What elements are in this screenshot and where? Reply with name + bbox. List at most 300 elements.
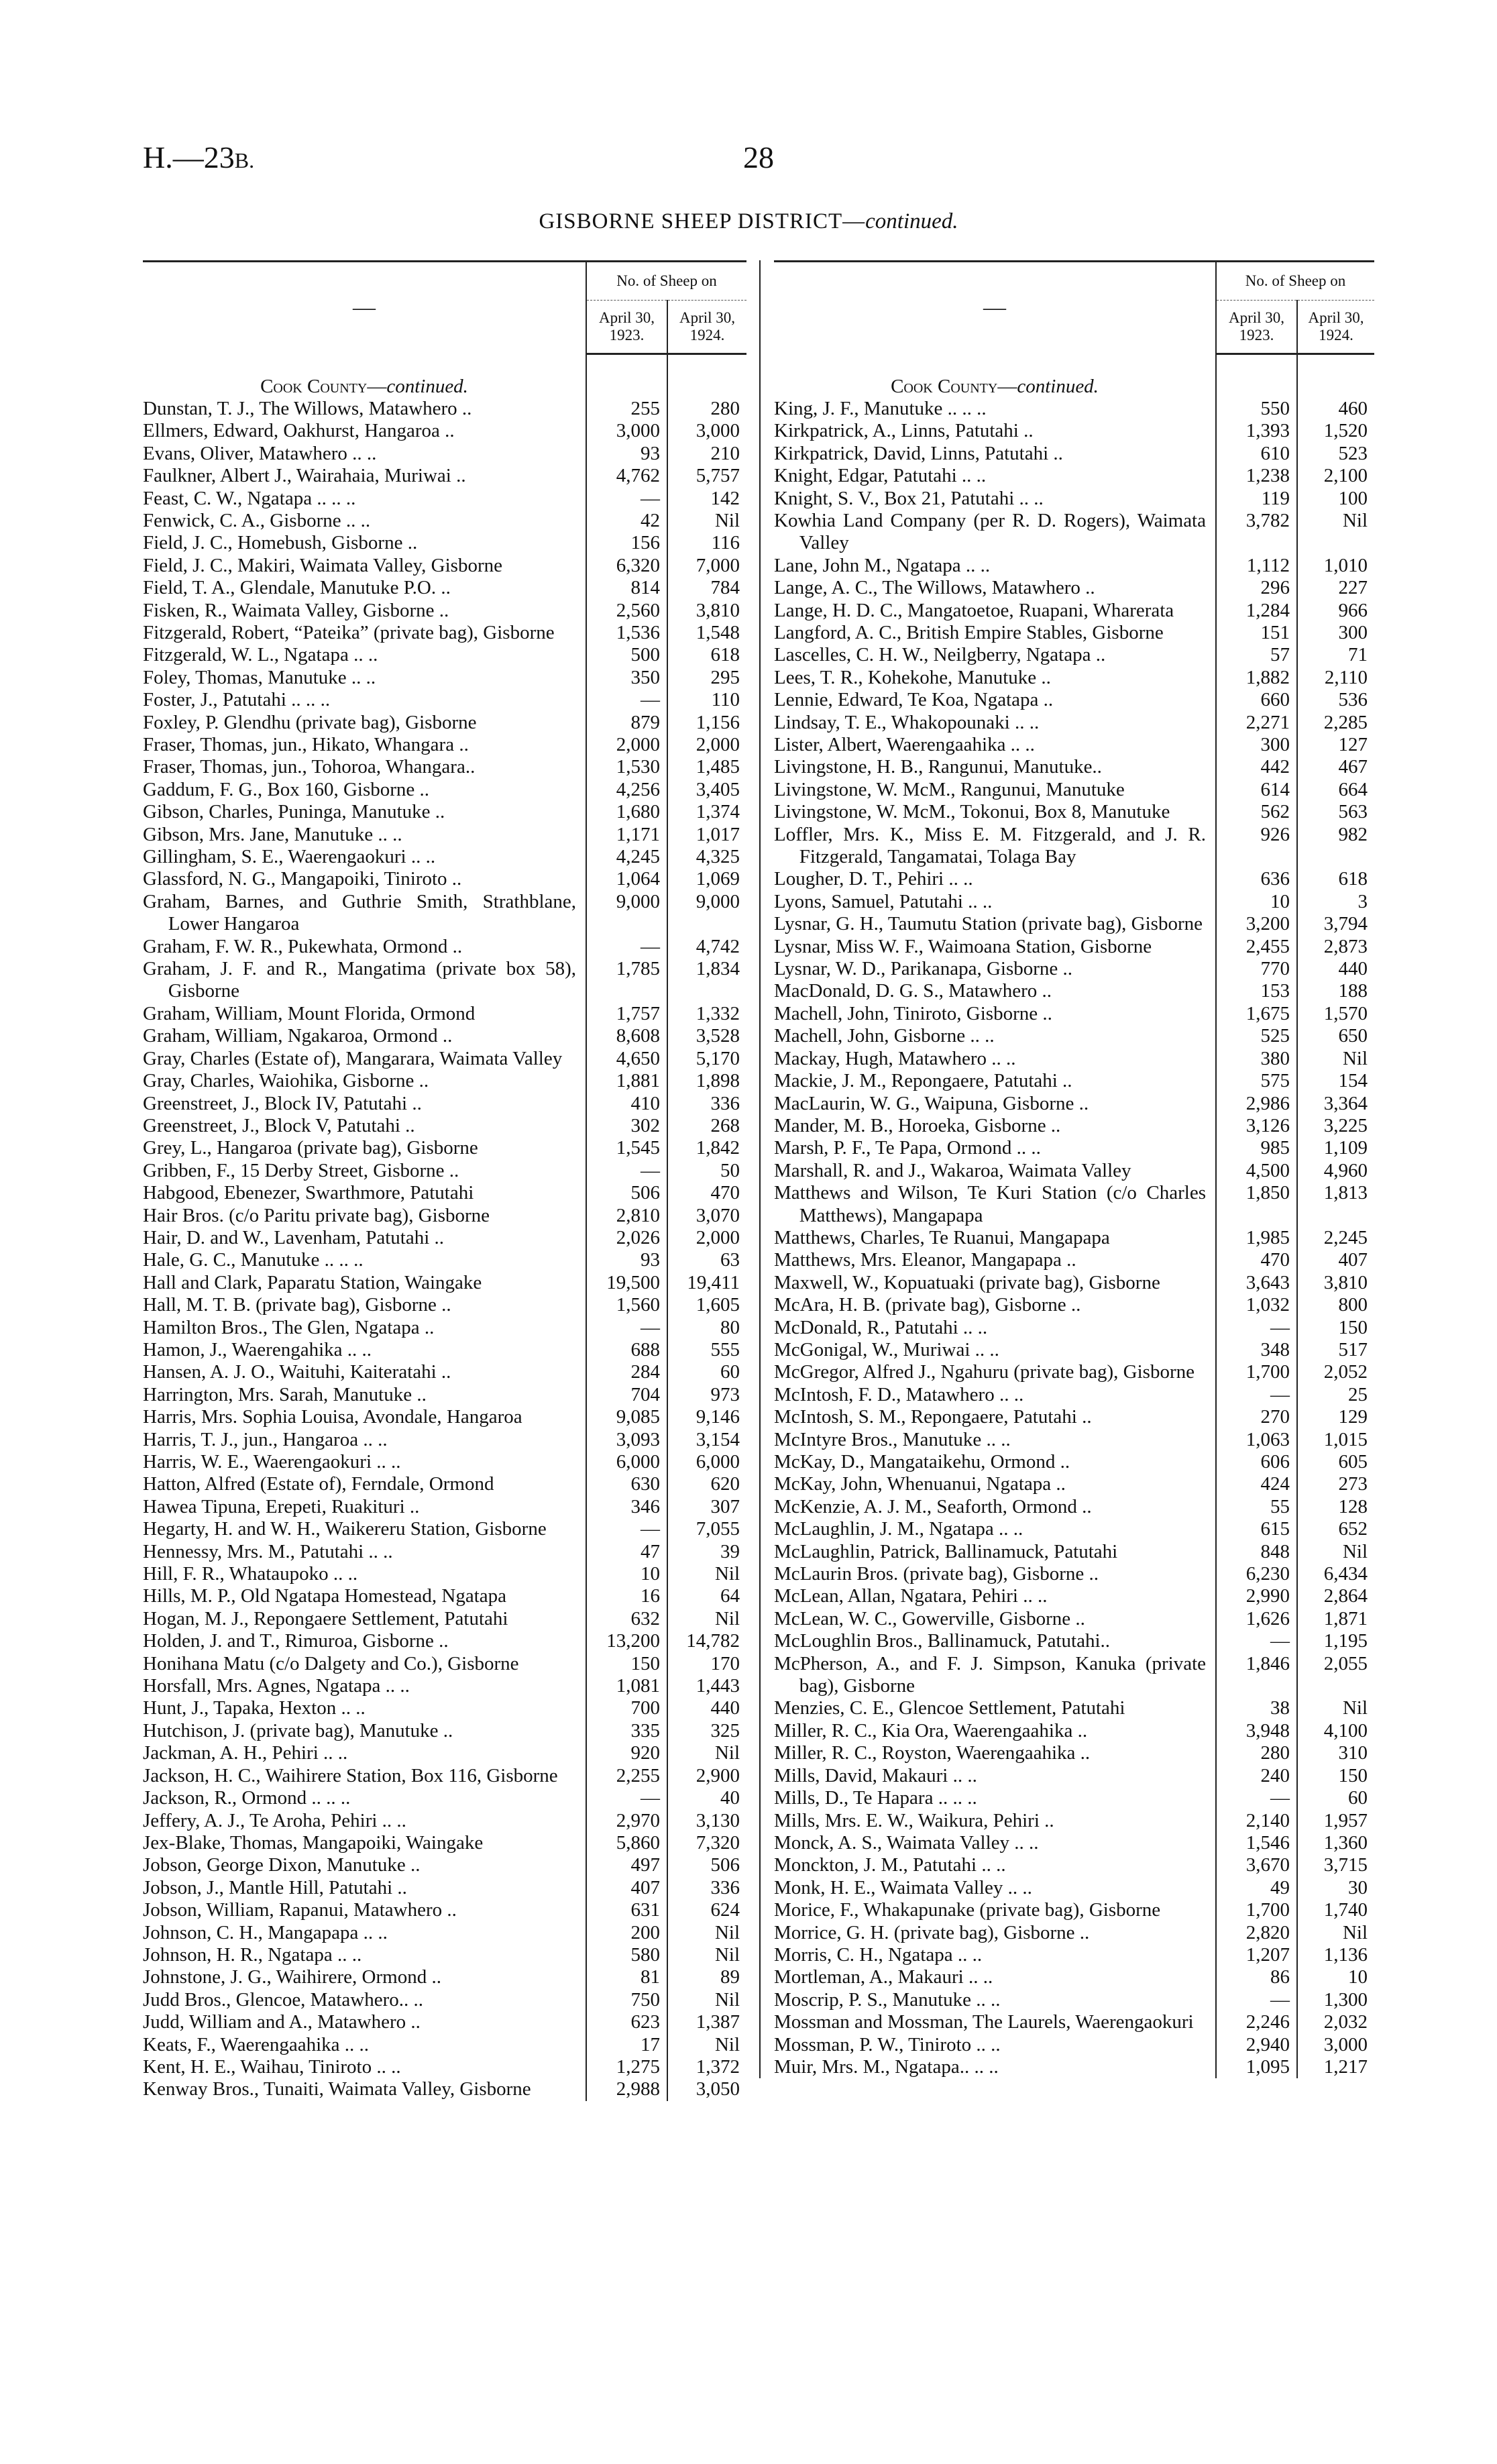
sheep-1923: 2,940: [1216, 2034, 1297, 2056]
table-row: [774, 622, 1374, 644]
sheep-1923: 1,064: [586, 868, 667, 890]
sheep-count-group-header: No. of Sheep on: [1216, 262, 1374, 301]
sheep-1924: 116: [667, 532, 746, 554]
sheep-1923: —: [1216, 1630, 1297, 1652]
sheep-1924: 973: [667, 1384, 746, 1406]
table-row: [143, 1160, 746, 1182]
owner-name-address: Miller, R. C., Kia Ora, Waerengaahika ..: [774, 1719, 1088, 1742]
sheep-1923: 1,757: [586, 1003, 667, 1025]
sheep-1924: 1,195: [1297, 1630, 1374, 1652]
sheep-1924: 4,325: [667, 846, 746, 868]
sheep-1924: 1,136: [1297, 1944, 1374, 1966]
sheep-1923: 1,675: [1216, 1003, 1297, 1025]
table-row: [143, 443, 746, 465]
sheep-1924: 1,374: [667, 801, 746, 823]
sheep-1923: 280: [1216, 1742, 1297, 1764]
owner-name-address: Lange, H. D. C., Mangatoetoe, Ruapani, Wharerata: [774, 599, 1174, 621]
table-row: [143, 689, 746, 711]
owner-name-address: Graham, William, Mount Florida, Ormond: [143, 1002, 476, 1024]
table-row: [143, 600, 746, 622]
table-row: [774, 398, 1374, 420]
owner-name-address: Mortleman, A., Makauri .. ..: [774, 1966, 993, 1988]
owner-name-address: Moscrip, P. S., Manutuke .. ..: [774, 1988, 1001, 2011]
sheep-1923: 610: [1216, 443, 1297, 465]
sheep-1923: 1,063: [1216, 1429, 1297, 1451]
title-continued: continued.: [865, 209, 958, 233]
sheep-1924: 624: [667, 1899, 746, 1921]
owner-name-address: Jackson, H. C., Waihirere Station, Box 116, Gisborne: [143, 1764, 558, 1786]
table-row: [143, 1317, 746, 1339]
owner-name-address: Foxley, P. Glendhu (private bag), Gisborne: [143, 711, 477, 733]
owner-name-address: Mills, David, Makauri .. ..: [774, 1764, 977, 1786]
sheep-1923: —: [1216, 1787, 1297, 1809]
sheep-1923: 920: [586, 1742, 667, 1764]
table-row: [143, 1406, 746, 1428]
sheep-1924: 1,898: [667, 1070, 746, 1092]
owner-name-address: McLaughlin, Patrick, Ballinamuck, Patutahi: [774, 1540, 1118, 1562]
sheep-1924: 3,528: [667, 1025, 746, 1047]
sheep-1923: 42: [586, 510, 667, 532]
sheep-1923: 150: [586, 1653, 667, 1675]
page-title: [0, 209, 1497, 234]
sheep-1923: —: [586, 1317, 667, 1339]
owner-name-address: McKenzie, A. J. M., Seaforth, Ormond ..: [774, 1495, 1092, 1517]
sheep-1923: 704: [586, 1384, 667, 1406]
sheep-1924: 1,834: [667, 958, 746, 1003]
owner-name-address: Lascelles, C. H. W., Neilgberry, Ngatapa ..: [774, 644, 1106, 666]
sheep-1923: 506: [586, 1182, 667, 1204]
owner-name-address: Fitzgerald, W. L., Ngatapa .. ..: [143, 644, 378, 666]
table-row: [774, 1989, 1374, 2011]
table-row: [774, 1810, 1374, 1832]
table-row: [774, 667, 1374, 689]
owner-name-address: Lindsay, T. E., Whakopounaki .. ..: [774, 711, 1040, 733]
sheep-1924: 2,000: [667, 1227, 746, 1249]
owner-name-address: Loffler, Mrs. K., Miss E. M. Fitzgerald, and J. R. Fitzgerald, Tangamatai, Tolaga Bay: [774, 823, 1206, 868]
sheep-1924: 1,842: [667, 1137, 746, 1159]
sheep-1923: 623: [586, 2011, 667, 2033]
owner-name-address: Lysnar, G. H., Taumutu Station (private bag), Gisborne: [774, 913, 1203, 935]
sheep-1924: 142: [667, 488, 746, 510]
table-row: [774, 1720, 1374, 1742]
table-row: [774, 1249, 1374, 1271]
owner-name-address: McDonald, R., Patutahi .. ..: [774, 1316, 988, 1338]
table-row: [774, 1742, 1374, 1764]
sheep-1924: 467: [1297, 756, 1374, 778]
sheep-1924: 310: [1297, 1742, 1374, 1764]
owner-name-address: Knight, S. V., Box 21, Patutahi .. ..: [774, 487, 1044, 509]
sheep-1923: 631: [586, 1899, 667, 1921]
sheep-1924: 30: [1297, 1877, 1374, 1899]
table-row: [774, 1384, 1374, 1406]
sheep-1923: 2,986: [1216, 1093, 1297, 1115]
owner-name-address: Fitzgerald, Robert, “Pateika” (private bag), Gisborne: [143, 621, 555, 643]
owner-name-address: Johnson, C. H., Mangapapa .. ..: [143, 1921, 388, 1943]
sheep-1924: 1,360: [1297, 1832, 1374, 1854]
sheep-1924: 3,130: [667, 1810, 746, 1832]
sheep-1923: 3,093: [586, 1429, 667, 1451]
owner-name-address: Gillingham, S. E., Waerengaokuri .. ..: [143, 846, 436, 868]
table-row: [143, 1742, 746, 1764]
sheep-1924: 1,548: [667, 622, 746, 644]
table-row: [143, 1137, 746, 1159]
table-row: [774, 1697, 1374, 1719]
table-row: [774, 1518, 1374, 1540]
sheep-1924: Nil: [667, 1944, 746, 1966]
owner-name-address: Ellmers, Edward, Oakhurst, Hangaroa ..: [143, 420, 455, 442]
county-heading-row: [774, 354, 1374, 398]
sheep-1924: 19,411: [667, 1272, 746, 1294]
sheep-1924: 3: [1297, 891, 1374, 913]
owner-name-address: Hall, M. T. B. (private bag), Gisborne ..: [143, 1294, 451, 1316]
table-row: [774, 689, 1374, 711]
sheep-1924: 60: [1297, 1787, 1374, 1809]
owner-name-address: Hamilton Bros., The Glen, Ngatapa ..: [143, 1316, 435, 1338]
table-row: [143, 2034, 746, 2056]
owner-name-address: Kenway Bros., Tunaiti, Waimata Valley, Gisborne: [143, 2078, 531, 2100]
sheep-1923: 1,238: [1216, 465, 1297, 487]
table-row: [774, 1765, 1374, 1787]
sheep-1923: 1,081: [586, 1675, 667, 1697]
sheep-1924: 1,010: [1297, 555, 1374, 577]
owner-name-address: Field, T. A., Glendale, Manutuke P.O. ..: [143, 577, 451, 599]
sheep-1923: 1,284: [1216, 600, 1297, 622]
page-number: 28: [743, 140, 774, 174]
table-row: [143, 1205, 746, 1227]
owner-name-address: Gribben, F., 15 Derby Street, Gisborne ..: [143, 1159, 459, 1181]
sheep-1923: 2,560: [586, 600, 667, 622]
table-row: [143, 958, 746, 1003]
sheep-1923: 296: [1216, 577, 1297, 599]
sheep-1924: 605: [1297, 1451, 1374, 1473]
owner-name-address: McAra, H. B. (private bag), Gisborne ..: [774, 1294, 1081, 1316]
owner-name-address: Glassford, N. G., Mangapoiki, Tiniroto ..: [143, 868, 462, 890]
owner-name-address: Jackson, R., Ormond .. .. ..: [143, 1787, 351, 1809]
owner-name-address: Hutchison, J. (private bag), Manutuke ..: [143, 1719, 453, 1742]
sheep-1924: Nil: [1297, 510, 1374, 555]
sheep-1923: 6,230: [1216, 1563, 1297, 1585]
sheep-1924: 5,170: [667, 1048, 746, 1070]
table-row: [143, 2056, 746, 2078]
owner-name-address: McKay, John, Whenuanui, Ngatapa ..: [774, 1473, 1066, 1495]
sheep-1924: 440: [1297, 958, 1374, 980]
owner-name-address: Harris, T. J., jun., Hangaroa .. ..: [143, 1428, 388, 1450]
table-row: [143, 1541, 746, 1563]
table-row: [774, 868, 1374, 890]
sheep-1923: 47: [586, 1541, 667, 1563]
owner-name-address: Livingstone, W. McM., Tokonui, Box 8, Manutuke: [774, 801, 1170, 823]
sheep-1923: 636: [1216, 868, 1297, 890]
table-row: [774, 2056, 1374, 2078]
empty-cell: [667, 354, 746, 398]
sheep-1924: 1,217: [1297, 2056, 1374, 2078]
sheep-1924: 128: [1297, 1496, 1374, 1518]
owner-name-address: Gray, Charles (Estate of), Mangarara, Waimata Valley: [143, 1047, 563, 1069]
sheep-1924: 6,434: [1297, 1563, 1374, 1585]
sheep-1924: 40: [667, 1787, 746, 1809]
owner-name-address: Mossman and Mossman, The Laurels, Waerengaokuri: [774, 2011, 1194, 2033]
table-row: [143, 1720, 746, 1742]
sheep-1923: 38: [1216, 1697, 1297, 1719]
table-row: [774, 913, 1374, 935]
table-row: [143, 1854, 746, 1876]
sheep-1924: 336: [667, 1093, 746, 1115]
table-row: [774, 1115, 1374, 1137]
table-row: [774, 1630, 1374, 1652]
sheep-1924: 80: [667, 1317, 746, 1339]
table-row: [143, 1384, 746, 1406]
table-row: [143, 2078, 746, 2100]
sheep-1924: Nil: [1297, 1922, 1374, 1944]
county-heading: [143, 354, 586, 398]
owner-name-address: Field, J. C., Makiri, Waimata Valley, Gisborne: [143, 554, 502, 576]
table-row: [774, 1787, 1374, 1809]
table-row: [774, 1317, 1374, 1339]
owner-name-address: Hill, F. R., Whataupoko .. ..: [143, 1563, 358, 1585]
owner-name-address: Harris, Mrs. Sophia Louisa, Avondale, Hangaroa: [143, 1406, 522, 1428]
sheep-1923: 4,650: [586, 1048, 667, 1070]
table-row: [774, 980, 1374, 1002]
sheep-1924: 3,225: [1297, 1115, 1374, 1137]
county-continued: continued.: [1017, 375, 1099, 397]
sheep-1924: Nil: [667, 2034, 746, 2056]
sheep-1924: Nil: [667, 1608, 746, 1630]
owner-name-address: Morice, F., Whakapunake (private bag), Gisborne: [774, 1899, 1161, 1921]
sheep-1923: 1,882: [1216, 667, 1297, 689]
sheep-1924: 2,055: [1297, 1653, 1374, 1698]
sheep-1924: 982: [1297, 824, 1374, 869]
owner-name-address: Livingstone, H. B., Rangunui, Manutuke..: [774, 756, 1102, 778]
table-row: [143, 1989, 746, 2011]
sheep-1923: 9,000: [586, 891, 667, 936]
table-row: [143, 1630, 746, 1652]
sheep-1924: 129: [1297, 1406, 1374, 1428]
sheep-1924: 295: [667, 667, 746, 689]
sheep-1923: 86: [1216, 1966, 1297, 1988]
table-row: [143, 1093, 746, 1115]
sheep-1924: 210: [667, 443, 746, 465]
column-header-1923: April 30, 1923.: [586, 301, 667, 354]
owner-name-address: Gray, Charles, Waiohika, Gisborne ..: [143, 1070, 429, 1092]
sheep-1924: Nil: [667, 1563, 746, 1585]
sheep-1923: 49: [1216, 1877, 1297, 1899]
table-row: [143, 398, 746, 420]
owner-name-address: Foley, Thomas, Manutuke .. ..: [143, 666, 376, 688]
sheep-1924: 150: [1297, 1765, 1374, 1787]
table-row: [143, 555, 746, 577]
owner-name-address: Hansen, A. J. O., Waituhi, Kaiteratahi ..: [143, 1361, 451, 1383]
sheep-1923: 1,545: [586, 1137, 667, 1159]
empty-cell: [1216, 354, 1297, 398]
owner-name-address: McIntosh, F. D., Matawhero .. ..: [774, 1383, 1024, 1405]
table-row: [774, 1922, 1374, 1944]
sheep-1924: 4,742: [667, 936, 746, 958]
table-row: [774, 1585, 1374, 1607]
sheep-1923: 17: [586, 2034, 667, 2056]
sheep-1924: 60: [667, 1361, 746, 1383]
sheep-1923: 1,530: [586, 756, 667, 778]
owner-name-address: Machell, John, Gisborne .. ..: [774, 1025, 995, 1047]
table-row: [143, 510, 746, 532]
table-row: [143, 1563, 746, 1585]
sheep-1923: 4,256: [586, 779, 667, 801]
table-row: [774, 1541, 1374, 1563]
table-row: [774, 779, 1374, 801]
table-row: [143, 1227, 746, 1249]
table-row: [143, 1653, 746, 1675]
table-row: [143, 1944, 746, 1966]
table-row: [143, 1810, 746, 1832]
owner-name-address: Monck, A. S., Waimata Valley .. ..: [774, 1831, 1039, 1854]
sheep-1924: 2,864: [1297, 1585, 1374, 1607]
sheep-1923: 1,785: [586, 958, 667, 1003]
sheep-1923: 119: [1216, 488, 1297, 510]
sheep-1924: 536: [1297, 689, 1374, 711]
owner-name-address: Lees, T. R., Kohekohe, Manutuke ..: [774, 666, 1051, 688]
sheep-1924: 3,715: [1297, 1854, 1374, 1876]
owner-name-address: McLaughlin, J. M., Ngatapa .. ..: [774, 1518, 1023, 1540]
sheep-1924: 800: [1297, 1294, 1374, 1316]
owner-name-address: McLoughlin Bros., Ballinamuck, Patutahi..: [774, 1630, 1111, 1652]
sheep-1924: 325: [667, 1720, 746, 1742]
sheep-1923: 153: [1216, 980, 1297, 1002]
sheep-1923: 93: [586, 443, 667, 465]
sheep-1923: 9,085: [586, 1406, 667, 1428]
owner-name-address: Hale, G. C., Manutuke .. .. ..: [143, 1249, 364, 1271]
owner-name-address: Foster, J., Patutahi .. .. ..: [143, 689, 331, 711]
sheep-1923: 424: [1216, 1473, 1297, 1495]
sheep-1923: 348: [1216, 1339, 1297, 1361]
sheep-1924: 1,871: [1297, 1608, 1374, 1630]
table-row: [774, 555, 1374, 577]
sheep-1924: 3,000: [667, 420, 746, 442]
sheep-1923: —: [586, 1787, 667, 1809]
sheep-1923: 442: [1216, 756, 1297, 778]
owner-name-address: Greenstreet, J., Block IV, Patutahi ..: [143, 1092, 422, 1114]
sheep-1923: 550: [1216, 398, 1297, 420]
sheep-1924: 64: [667, 1585, 746, 1607]
owner-name-address: Jackman, A. H., Pehiri .. ..: [143, 1742, 348, 1764]
owner-name-address: Kirkpatrick, David, Linns, Patutahi ..: [774, 442, 1063, 464]
sheep-1923: 200: [586, 1922, 667, 1944]
owner-name-address: Hunt, J., Tapaka, Hexton .. ..: [143, 1697, 366, 1719]
sheep-1923: 580: [586, 1944, 667, 1966]
sheep-1924: 4,100: [1297, 1720, 1374, 1742]
sheep-1923: —: [586, 488, 667, 510]
sheep-1923: 2,990: [1216, 1585, 1297, 1607]
table-row: [774, 1944, 1374, 1966]
owner-name-address: McLaurin Bros. (private bag), Gisborne ..: [774, 1563, 1099, 1585]
owner-name-address: Jex-Blake, Thomas, Mangapoiki, Waingake: [143, 1831, 484, 1854]
table-row: [143, 577, 746, 599]
owner-name-address: Monckton, J. M., Patutahi .. ..: [774, 1854, 1006, 1876]
owner-name-address: Graham, J. F. and R., Mangatima (private box 58), Gisborne: [143, 958, 576, 1002]
sheep-1923: 770: [1216, 958, 1297, 980]
sheep-1924: 89: [667, 1966, 746, 1988]
table-row: [143, 1608, 746, 1630]
table-row: [774, 1003, 1374, 1025]
sheep-1923: 1,207: [1216, 1944, 1297, 1966]
table-row: [143, 420, 746, 442]
owner-name-address: Judd, William and A., Matawhero ..: [143, 2011, 421, 2033]
table-row: [143, 1922, 746, 1944]
table-row: [143, 1182, 746, 1204]
table-row: [774, 1406, 1374, 1428]
sheep-1923: 3,126: [1216, 1115, 1297, 1137]
sheep-1923: —: [1216, 1384, 1297, 1406]
owner-name-address: Jobson, William, Rapanui, Matawhero ..: [143, 1899, 457, 1921]
owner-name-address: Maxwell, W., Kopuatuaki (private bag), Gisborne: [774, 1271, 1160, 1293]
table-row: [143, 1115, 746, 1137]
sheep-1924: 300: [1297, 622, 1374, 644]
table-row: [143, 1025, 746, 1047]
owner-name-address: Graham, F. W. R., Pukewhata, Ormond ..: [143, 935, 463, 957]
table-row: [143, 1518, 746, 1540]
owner-name-address: Lange, A. C., The Willows, Matawhero ..: [774, 577, 1095, 599]
owner-name-address: Honihana Matu (c/o Dalgety and Co.), Gisborne: [143, 1652, 519, 1674]
sheep-1923: 6,320: [586, 555, 667, 577]
table-row: [774, 824, 1374, 869]
sheep-1923: 151: [1216, 622, 1297, 644]
sheep-1924: 2,100: [1297, 465, 1374, 487]
sheep-1923: 1,850: [1216, 1182, 1297, 1227]
sheep-1924: 470: [667, 1182, 746, 1204]
owner-name-address: King, J. F., Manutuke .. .. ..: [774, 397, 987, 419]
table-row: [774, 1361, 1374, 1383]
owner-name-address: McPherson, A., and F. J. Simpson, Kanuka (private bag), Gisborne: [774, 1652, 1206, 1697]
sheep-1923: 57: [1216, 644, 1297, 666]
table-row: [774, 1854, 1374, 1876]
table-row: [143, 936, 746, 958]
owner-name-address: Graham, William, Ngakaroa, Ormond ..: [143, 1025, 453, 1047]
sheep-1924: Nil: [667, 1742, 746, 1764]
sheep-1924: 1,387: [667, 2011, 746, 2033]
owner-name-address: Hatton, Alfred (Estate of), Ferndale, Ormond: [143, 1473, 494, 1495]
table-row: [774, 644, 1374, 666]
sheep-1924: 1,957: [1297, 1810, 1374, 1832]
sheep-1923: 16: [586, 1585, 667, 1607]
table-row: [774, 465, 1374, 487]
sheep-1924: 3,364: [1297, 1093, 1374, 1115]
county-continued: continued.: [386, 375, 468, 397]
description-header: —: [143, 262, 586, 354]
table-row: [774, 801, 1374, 823]
owner-name-address: Matthews, Mrs. Eleanor, Mangapapa ..: [774, 1249, 1076, 1271]
table-row: [143, 1473, 746, 1495]
sheep-1924: 1,740: [1297, 1899, 1374, 1921]
sheep-1923: 630: [586, 1473, 667, 1495]
owner-name-address: Harris, W. E., Waerengaokuri .. ..: [143, 1451, 401, 1472]
owner-name-address: Kirkpatrick, A., Linns, Patutahi ..: [774, 420, 1034, 442]
owner-name-address: Mander, M. B., Horoeka, Gisborne ..: [774, 1114, 1061, 1136]
table-row: [143, 1832, 746, 1854]
table-row: [774, 1070, 1374, 1092]
sheep-1923: 10: [1216, 891, 1297, 913]
sheep-1924: Nil: [667, 1989, 746, 2011]
owner-name-address: Monk, H. E., Waimata Valley .. ..: [774, 1876, 1032, 1898]
sheep-1923: 660: [1216, 689, 1297, 711]
sheep-1924: 784: [667, 577, 746, 599]
sheep-1924: Nil: [1297, 1048, 1374, 1070]
owner-name-address: Fisken, R., Waimata Valley, Gisborne ..: [143, 599, 449, 621]
sheep-1924: 2,245: [1297, 1227, 1374, 1249]
sheep-1924: 618: [667, 644, 746, 666]
owner-name-address: Harrington, Mrs. Sarah, Manutuke ..: [143, 1383, 427, 1405]
table-row: [143, 488, 746, 510]
sheep-1923: 350: [586, 667, 667, 689]
sheep-1924: 127: [1297, 734, 1374, 756]
owner-name-address: McGonigal, W., Muriwai .. ..: [774, 1338, 999, 1360]
